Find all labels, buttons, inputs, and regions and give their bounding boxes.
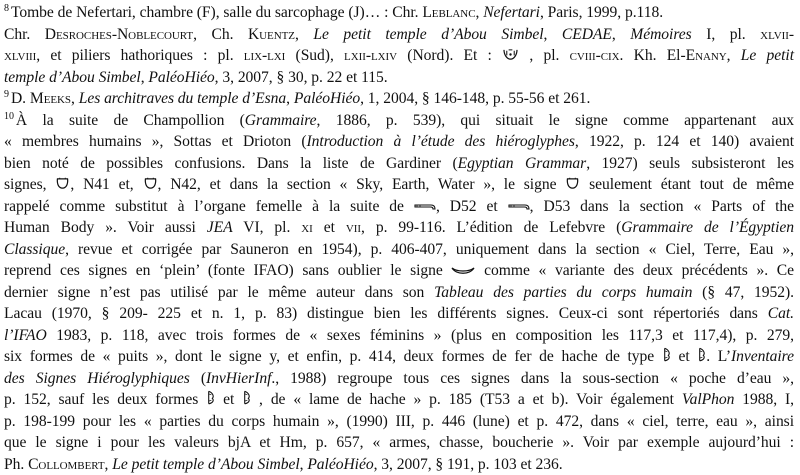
footnote-10-line-7 <box>4 240 794 260</box>
text: , D52 et <box>435 198 508 215</box>
footnote-10-line-6 <box>4 218 794 238</box>
text: , 1922, p. 124 et 140) avaient <box>574 133 794 150</box>
footnote-10-line-5 <box>4 197 794 217</box>
footnote-10-line-17 <box>4 455 563 475</box>
blade-icon <box>414 202 436 212</box>
blade-icon <box>508 202 530 212</box>
text: , et piliers hathoriques : pl. <box>36 47 244 64</box>
text: six formes de « puits », dont le signe y, et enfin, p. 414, deux formes de fer de hache de type <box>4 348 662 365</box>
text: , Ch. <box>193 26 248 43</box>
text: , N41 et, <box>70 176 143 193</box>
text: 1988, I, <box>734 391 794 408</box>
footnote-10-line-15 <box>4 412 794 432</box>
text: Human Body ». Voir aussi <box>4 219 207 236</box>
text: Chr. <box>4 26 45 43</box>
work-abbreviation: InvHierInf <box>206 370 272 387</box>
text: , <box>611 26 631 43</box>
footnote-10-line-10 <box>4 304 794 324</box>
footnote-10-line-16 <box>4 433 794 453</box>
text: reprend ces signes en ‘plein’ (fonte IFAO) sans oublier le signe <box>4 262 452 279</box>
author-name: Leblanc <box>422 4 476 21</box>
text: , de « lame de hache » p. 185 (T53 a et b). Voir également <box>251 391 682 408</box>
text: , D53 dans la section « Parts of the <box>529 198 794 215</box>
text: , <box>475 4 484 21</box>
work-title: Egyptian Grammar <box>457 155 587 172</box>
footnote-10-line-8 <box>4 261 794 281</box>
author-name: Enany <box>685 47 727 64</box>
axe-blade-icon <box>697 347 706 362</box>
plate-number: xlviii <box>4 47 37 64</box>
text: Lacau (1970, § 209- 225 et n. 1, p. 83) distingue bien les différents signes. Ceux-ci sont répertoriés dans <box>4 305 768 322</box>
footnote-10-line-1 <box>4 111 794 131</box>
work-title: Classique <box>4 241 66 258</box>
text: (§ 47, 1952). <box>692 284 794 301</box>
text: , 3, 2007, § 191, p. 103 et 236. <box>373 456 563 473</box>
text: I, pl. <box>691 26 761 43</box>
footnote-10-line-3 <box>4 154 794 174</box>
series-title: PaléoHiéo <box>307 456 374 473</box>
axe-blade-icon <box>206 390 215 405</box>
series-title: CEDAE <box>561 26 612 43</box>
plate-number: xi <box>301 219 313 236</box>
footnote-8-line-4 <box>4 68 388 88</box>
footnote-10-line-4 <box>4 175 794 195</box>
text: (Sud), <box>285 47 345 64</box>
plate-number: vii <box>345 219 362 236</box>
author-name: Collombert <box>28 456 105 473</box>
footnote-9-line-1 <box>4 89 590 109</box>
pouch-icon <box>143 177 158 190</box>
text: seulement étant tout de même <box>580 176 794 193</box>
text: et <box>312 219 346 236</box>
author-name: Meeks <box>29 90 71 107</box>
text: bien noté de possibles confusions. Dans la liste de Gardiner ( <box>4 155 458 172</box>
footnote-10-line-9 <box>4 283 794 303</box>
text: ., 1988) regroupe tous ces signes dans la sous-section « poche d’eau », <box>271 370 795 387</box>
work-title: Tableau des parties du corps humain <box>434 284 693 301</box>
work-title: l’IFAO <box>4 327 47 344</box>
text: p. 198-199 pour les « parties du corps humain », (1990) III, p. 446 (lune) et p. 472, dans « ciel, terre, eau », ainsi <box>4 413 794 430</box>
text: 1983, p. 118, avec trois formes de « sexes féminins » (plus en composition les 117,3 et 117,4), p. 279, <box>46 327 794 344</box>
text: , <box>299 456 308 473</box>
text: . Kh. El- <box>619 47 686 64</box>
work-title: Grammaire de l’Égyptien <box>621 219 794 236</box>
text: p. 152, sauf les deux formes <box>4 391 207 408</box>
axe-blade-icon <box>662 347 671 362</box>
plate-number: lix-lxi <box>243 47 286 64</box>
text: , <box>726 47 741 64</box>
work-title: Le petit <box>740 47 794 64</box>
text: D. <box>10 90 30 107</box>
text: « membres humains », Sottas et Drioton ( <box>4 133 307 150</box>
footnote-10-line-14 <box>4 390 794 410</box>
work-title: des Signes Hiéroglyphiques <box>4 370 190 387</box>
work-title: Le petit temple d’Abou Simbel <box>112 456 300 473</box>
work-title: temple d’Abou Simbel <box>4 69 141 86</box>
journal-title: JEA <box>206 219 233 236</box>
text: , 1927) seuls subsisteront les <box>586 155 795 172</box>
crescent-icon <box>451 266 475 276</box>
footnote-10-line-11 <box>4 326 794 346</box>
text: , N42, et dans la section « Sky, Earth, Water », le signe <box>157 176 566 193</box>
footnote-8-line-2 <box>4 25 794 45</box>
series-title: PaléoHiéo <box>293 90 361 107</box>
footnote-8-line-3 <box>4 46 794 66</box>
text: ( <box>189 370 207 387</box>
text: , <box>543 26 562 43</box>
footnote-10-line-12 <box>4 347 794 367</box>
text: rappelé comme substitut à l’organe femelle à la suite de <box>4 198 414 215</box>
work-title: Les architraves du temple d’Esna <box>78 90 287 107</box>
text: , p. 99-116. L’édition de Lefebvre ( <box>361 219 622 236</box>
footnote-8-line-1 <box>4 3 663 23</box>
text: , <box>286 90 294 107</box>
text: que le signe i pour les valeurs bjA et Hm, p. 657, « armes, chasse, boucherie ». Voir par exemple aujourd’hui : <box>4 434 794 451</box>
text: et <box>215 391 243 408</box>
text: , <box>71 90 79 107</box>
text: (Nord). Et : <box>397 47 503 64</box>
footnote-number: 9 <box>4 89 9 100</box>
text: dernier signe n’est pas utilisé par le même auteur dans son <box>4 284 435 301</box>
hathor-emblem-icon <box>502 48 519 61</box>
footnote-number: 8 <box>4 3 9 14</box>
pouch-icon <box>565 177 580 190</box>
text: , <box>140 69 149 86</box>
text: signes, <box>4 176 56 193</box>
author-name: Kuentz <box>247 26 295 43</box>
text: , 3, 2007, § 30, p. 22 et 115. <box>214 69 388 86</box>
text: et <box>670 348 698 365</box>
text: , 1886, p. 539), qui situait le signe comme appartenant aux <box>316 112 794 129</box>
text: , revue et corrigée par Sauneron en 1954), p. 406-407, uniquement dans la section « Ciel, Terre, Eau », <box>65 241 794 258</box>
text: , pl. <box>519 47 570 64</box>
author-name: Desroches-Noblecourt <box>44 26 194 43</box>
footnote-number: 10 <box>4 111 14 122</box>
text: . L’ <box>706 348 731 365</box>
text: , <box>294 26 314 43</box>
footnote-10-line-13 <box>4 369 794 389</box>
work-title: Inventaire <box>730 348 794 365</box>
axe-blade-icon <box>242 390 251 405</box>
series-title: PaléoHiéo <box>148 69 215 86</box>
text: Tombe de Nefertari, chambre (F), salle du sarcophage (J)… : Chr. <box>10 4 423 21</box>
series-title: Mémoires <box>630 26 692 43</box>
work-title: Nefertari <box>483 4 540 21</box>
text: Ph. <box>4 456 29 473</box>
pouch-icon <box>55 177 70 190</box>
text: comme « variante des deux précédents ». Ce <box>475 262 794 279</box>
text: , Paris, 1999, p.118. <box>539 4 664 21</box>
work-title: Introduction à l’étude des hiéroglyphes <box>306 133 575 150</box>
text: VI, pl. <box>232 219 302 236</box>
text: , 1, 2004, § 146-148, p. 55-56 et 261. <box>360 90 591 107</box>
work-title: Cat. <box>767 305 794 322</box>
text: , <box>104 456 113 473</box>
plate-number: lxii-lxiv <box>344 47 398 64</box>
work-title: Le petit temple d’Abou Simbel <box>313 26 544 43</box>
text: À la suite de Champollion ( <box>15 112 245 129</box>
plate-number: xlvii- <box>760 26 794 43</box>
work-abbreviation: ValPhon <box>681 391 735 408</box>
footnote-10-line-2 <box>4 132 794 152</box>
plate-number: cviii-cix <box>569 47 620 64</box>
work-title: Grammaire <box>244 112 317 129</box>
